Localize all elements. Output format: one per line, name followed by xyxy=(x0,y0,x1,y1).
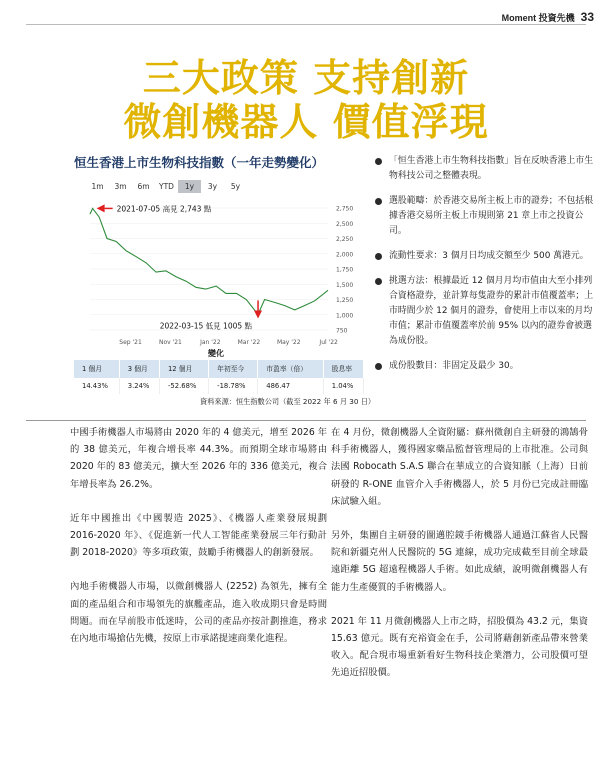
performance-table xyxy=(74,360,364,394)
title-line-2: 微創機器人 價值浮現 xyxy=(123,100,489,144)
paragraph: 中國手術機器人市場將由 2020 年的 4 億美元，增至 2026 年的 38 億美元，年複合增長率 44.3%。而預期全球市場將由 2020 年的 83 億美元，擴大至 2026 年的 336 億美元，複合年增長率為 26.2%。 xyxy=(70,427,327,490)
paragraph: 2021 年 11 月微創機器人上市之時，招股價為 43.2 元，集資 15.63 億元。既有充裕資金在手，公司將藉創新產品帶來營業收入。配合現市場重新看好生物科技企業潛力，公司股價可望先追近招股價。 xyxy=(331,615,588,679)
y-tick-labels xyxy=(336,206,353,335)
x-tick-label: Jan '22 xyxy=(200,339,221,346)
header-12m: 12 個月 xyxy=(159,360,208,378)
y-tick-label: 1,250 xyxy=(336,297,354,304)
x-tick-label: Sep '21 xyxy=(119,339,142,346)
list-item: 「恒生香港上市生物科技指數」旨在反映香港上市生物科技公司之整體表現。 xyxy=(374,154,598,184)
annotation-high: 2021-07-05 高見 2,743 點 xyxy=(116,204,212,214)
y-tick-label: 2,000 xyxy=(336,251,354,259)
series-line xyxy=(90,208,328,314)
paragraph: 近年中國推出《中國製造 2025》、《機器人產業發展規劃 2016-2020 年》、《促進新一代人工智能產業發展三年行動計劃 2018-2020》等多項政策，鼓勵手術機器人的創新發展。 xyxy=(70,512,327,559)
list-item: 流動性要求：3 個月日均成交額至少 500 萬港元。 xyxy=(374,249,598,264)
header-ytd: 年初至今 xyxy=(209,360,258,378)
tab-5y[interactable]: 5y xyxy=(230,182,241,191)
list-item: 挑選方法：根據最近 12 個月月均市值由大至小排列合資格證券，並計算每隻證券的累計市值覆蓋率；上市時間少於 12 個月的證券，會使用上市以來的月均市值；累計市值覆蓋率於前 95% 以內的證券會被選為成份股。 xyxy=(374,274,598,349)
list-item: 選股範疇：於香港交易所主板上市的證券；不包括根據香港交易所主板上市規則第 21 章上市之投資公司。 xyxy=(374,194,598,239)
section-divider xyxy=(26,420,586,421)
paragraph: 內地手術機器人市場，以微創機器人 (2252) 為領先，擁有全面的產品組合和市場領先的旗艦產品，進入收成期只會是時間問題。而在早前股市低迷時，公司的產品亦按計劃推進，務求在內地市場搶佔先機，按原上市承諾提速商業化進程。 xyxy=(70,581,327,645)
gridlines xyxy=(90,208,328,330)
header-1m: 1 個月 xyxy=(74,360,119,378)
list-item: 成份股數目：非固定及最少 30。 xyxy=(374,359,598,374)
x-tick-label: Mar '22 xyxy=(237,339,261,346)
x-tick-label: May '22 xyxy=(276,339,301,346)
y-tick-label: 2,500 xyxy=(336,220,354,228)
article-title xyxy=(0,56,612,144)
x-tick-label: Jul '22 xyxy=(319,339,338,346)
value-ytd: -18.78% xyxy=(209,378,258,394)
header-pe: 市盈率（倍） xyxy=(258,360,323,378)
title-line-1: 三大政策 支持創新 xyxy=(142,56,470,100)
annotation-low: 2022-03-15 低見 1005 點 xyxy=(159,321,253,331)
table-header-row xyxy=(74,360,364,378)
paragraph: 另外，集團自主研發的圖邁腔鏡手術機器人通過江蘇省人民醫院和新疆克州人民醫院的 5G 連線，成功完成截至目前全球最遠距離 5G 超遠程機器人手術。如此成績，說明微創機器人有能力生產優質的手術機器人。 xyxy=(331,530,588,593)
x-tick-label: Nov '21 xyxy=(158,339,182,346)
value-1m: 14.43% xyxy=(74,378,119,394)
tab-6m[interactable]: 6m xyxy=(137,182,150,191)
y-tick-label: 750 xyxy=(336,327,348,335)
tab-1y[interactable]: 1y xyxy=(178,180,201,193)
body-column-left xyxy=(70,424,327,664)
tab-ytd[interactable]: YTD xyxy=(159,182,174,191)
low-arrow-icon xyxy=(254,310,262,318)
y-tick-label: 2,250 xyxy=(336,236,354,243)
page-number: 33 xyxy=(580,10,594,24)
index-criteria-list xyxy=(374,154,598,384)
y-tick-label: 1,500 xyxy=(336,281,354,289)
value-12m: -52.68% xyxy=(159,378,208,394)
tab-1m[interactable]: 1m xyxy=(91,182,104,191)
value-yield: 1.04% xyxy=(323,378,363,394)
tab-3m[interactable]: 3m xyxy=(114,182,127,191)
index-line-chart xyxy=(78,200,368,348)
y-tick-label: 1,750 xyxy=(336,266,354,274)
header-yield: 股息率 xyxy=(323,360,363,378)
chart-heading: 恒生香港上市生物科技指數（一年走勢變化） xyxy=(74,155,325,170)
data-source: 資料來源：恒生指數公司（截至 2022 年 6 月 30 日） xyxy=(200,397,376,406)
value-pe: 486.47 xyxy=(258,378,323,394)
page-header xyxy=(502,10,594,24)
value-3m: 3.24% xyxy=(119,378,159,394)
paragraph: 在 4 月份，微創機器人全資附屬：蘇州微創自主研發的鴻鵠骨科手術機器人，獲得國家藥品監督管理局的上市批准。公司與法國 Robocath S.A.S 聯合在華成立的合資知脈（上海）日前研發的 R-ONE 血管介入手術機器人，於 5 月份已完成註冊臨床試驗入組。 xyxy=(331,427,588,507)
y-tick-label: 2,750 xyxy=(336,205,354,213)
header-3m: 3 個月 xyxy=(119,360,159,378)
y-tick-label: 1,000 xyxy=(336,312,354,320)
high-arrow-icon xyxy=(97,204,105,212)
x-tick-labels xyxy=(119,339,338,346)
magazine-brand: Moment 投資先機 xyxy=(501,12,575,23)
annotation-markers xyxy=(97,204,262,318)
body-column-right xyxy=(331,424,588,699)
table-row xyxy=(74,378,364,394)
header-rule xyxy=(26,24,586,25)
tab-3y[interactable]: 3y xyxy=(207,182,218,191)
x-axis-title: 變化 xyxy=(208,349,224,358)
range-tabs xyxy=(86,180,247,193)
